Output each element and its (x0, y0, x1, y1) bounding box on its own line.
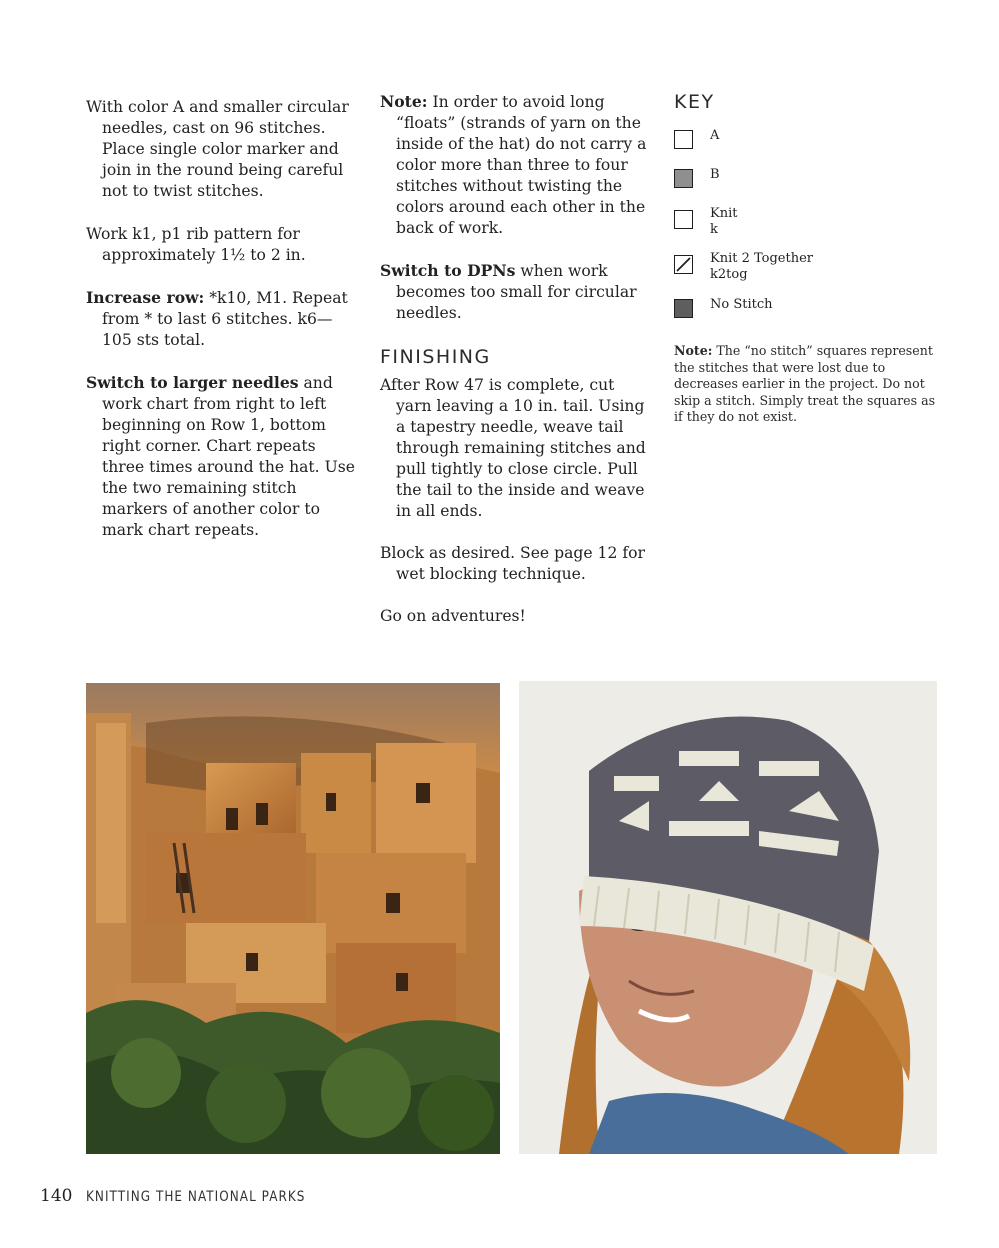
key-item-no-stitch (674, 297, 939, 321)
key-label: No Stitch (710, 297, 773, 312)
cliff-dwelling-photo (86, 683, 500, 1154)
instruction-cast-on: With color A and smaller circular needles, cast on 96 stitches. Place single color marker and join in the round being careful not to twist stitches. (86, 98, 349, 200)
key-item-k2tog (674, 251, 939, 297)
key-heading: KEY (674, 91, 715, 113)
page-number: 140 (40, 1186, 73, 1206)
k2tog-slash-icon (674, 255, 693, 274)
instruction-larger-needles: Switch to larger needles and work chart from right to left beginning on Row 1, bottom right corner. Chart repeats three times around the hat. Use the two remaining stitch markers of another color to mark chart repeats. (86, 373, 355, 539)
dark-square-icon (674, 299, 693, 318)
empty-square-icon (674, 130, 693, 149)
instructions-column-1 (86, 96, 358, 562)
instruction-note-floats: Note: In order to avoid long “floats” (strands of yarn on the inside of the hat) do not carry a color more than three to four stitches without twisting the colors around each other in the back of work. (380, 92, 647, 237)
key-note: Note: The “no stitch” squares represent the stitches that were lost due to decreases earlier in the project. Do not skip a stitch. Simply treat the squares as if they do not exist. (674, 343, 936, 425)
instruction-rib: Work k1, p1 rib pattern for approximately 1½ to 2 in. (86, 225, 306, 264)
key-item-knit (674, 206, 939, 251)
finishing-heading: FINISHING (380, 346, 491, 368)
chart-key (674, 90, 939, 439)
key-label: Knit (710, 206, 738, 221)
page-footer (40, 1186, 342, 1210)
finishing-paragraph: After Row 47 is complete, cut yarn leaving a 10 in. tail. Using a tapestry needle, weave tail through remaining stitches and pull tightly to close circle. Pull the tail to the inside and weave in all ends. (380, 376, 646, 520)
instruction-increase-row: Increase row: *k10, M1. Repeat from * to last 6 stitches. k6—105 sts total. (86, 288, 348, 349)
key-label: A (710, 128, 720, 143)
key-sublabel: k (710, 222, 718, 237)
book-title: KNITTING THE NATIONAL PARKS (86, 1189, 306, 1205)
instructions-column-2 (380, 91, 652, 648)
finishing-paragraph: Go on adventures! (380, 607, 526, 625)
key-sublabel: k2tog (710, 267, 748, 282)
hat-model-photo (519, 681, 937, 1154)
finishing-paragraph: Block as desired. See page 12 for wet blocking technique. (380, 544, 645, 583)
instruction-dpns: Switch to DPNs when work becomes too small for circular needles. (380, 261, 637, 322)
key-item-a (674, 128, 939, 167)
key-label: Knit 2 Together (710, 251, 814, 266)
key-item-b (674, 167, 939, 206)
empty-square-icon (674, 210, 693, 229)
gray-square-icon (674, 169, 693, 188)
key-label: B (710, 167, 720, 182)
